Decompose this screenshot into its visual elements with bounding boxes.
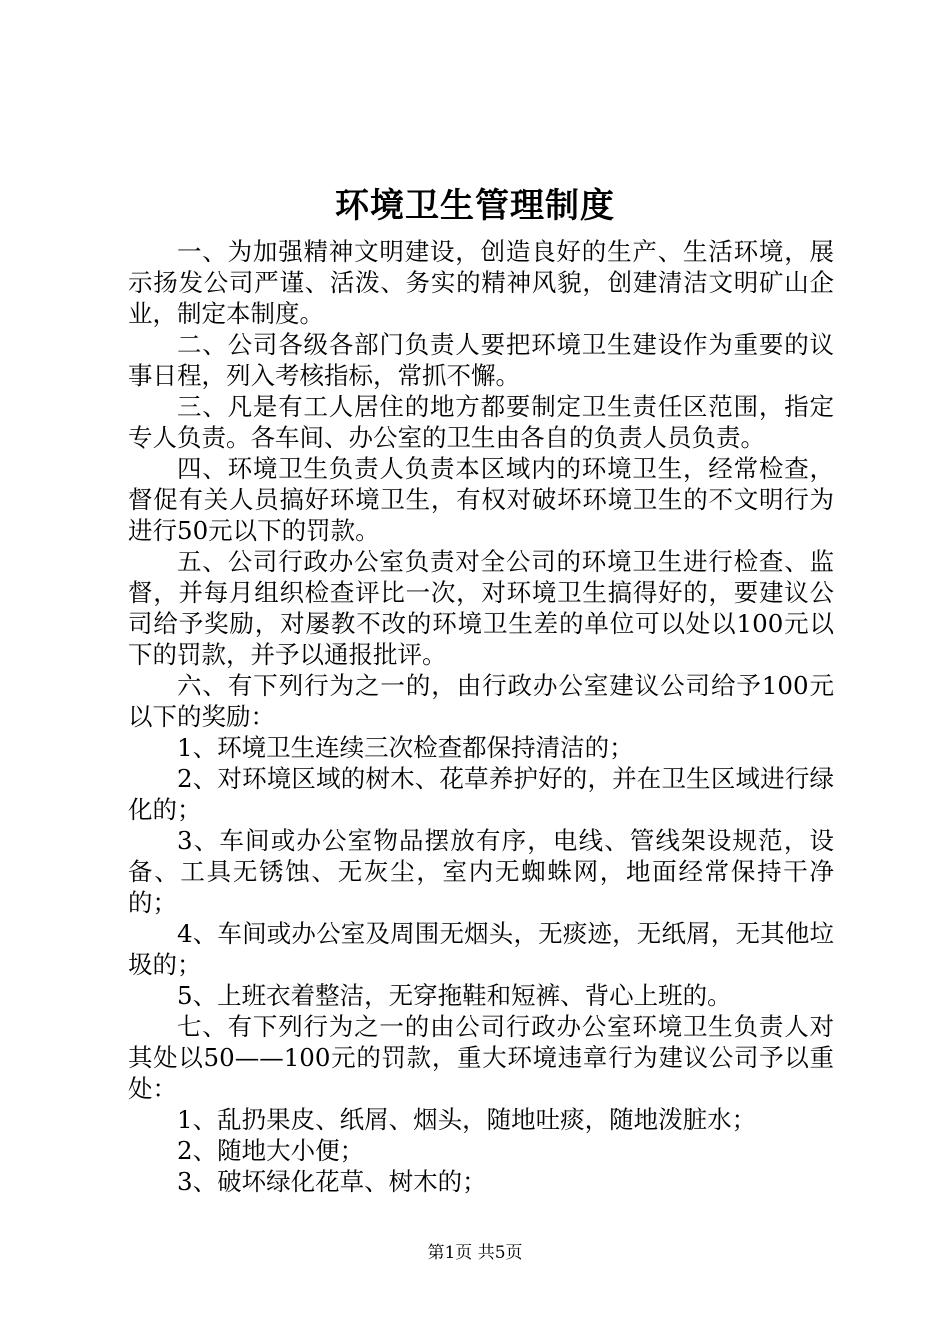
penalty-item-2: 2、随地大小便；: [177, 1136, 365, 1165]
page-title: 环境卫生管理制度: [335, 186, 615, 226]
paragraph-3: 三、凡是有工人居住的地方都要制定卫生责任区范围，指定专人负责。各车间、办公室的卫生由各自的负责人员负责。: [128, 392, 834, 452]
reward-item-4: 4、车间或办公室及周围无烟头，无痰迹，无纸屑，无其他垃圾的；: [128, 919, 834, 979]
paragraph-7: 七、有下列行为之一的由公司行政办公室环境卫生负责人对其处以50——100元的罚款，重大环境违章行为建议公司予以重处：: [128, 1012, 834, 1103]
reward-item-2: 2、对环境区域的树木、花草养护好的，并在卫生区域进行绿化的；: [128, 764, 834, 824]
document-body: [128, 236, 834, 1197]
paragraph-6: 六、有下列行为之一的，由行政办公室建议公司给予100元以下的奖励：: [128, 671, 834, 731]
paragraph-2: 二、公司各级各部门负责人要把环境卫生建设作为重要的议事日程，列入考核指标，常抓不懈。: [128, 330, 834, 390]
penalty-item-1: 1、乱扔果皮、纸屑、烟头，随地吐痰，随地泼脏水；: [177, 1105, 757, 1134]
paragraph-1: 一、为加强精神文明建设，创造良好的生产、生活环境，展示扬发公司严谨、活泼、务实的精神风貌，创建清洁文明矿山企业，制定本制度。: [128, 237, 834, 328]
page-number-footer: 第1页 共5页: [427, 1243, 523, 1263]
reward-item-5: 5、上班衣着整洁，无穿拖鞋和短裤、背心上班的。: [177, 981, 732, 1010]
paragraph-5: 五、公司行政办公室负责对全公司的环境卫生进行检查、监督，并每月组织检查评比一次，对环境卫生搞得好的，要建议公司给予奖励，对屡教不改的环境卫生差的单位可以处以100元以下的罚款，并予以通报批评。: [128, 547, 834, 669]
reward-item-1: 1、环境卫生连续三次检查都保持清洁的；: [177, 733, 634, 762]
penalty-item-3: 3、破坏绿化花草、树木的；: [177, 1167, 487, 1196]
paragraph-4: 四、环境卫生负责人负责本区域内的环境卫生，经常检查，督促有关人员搞好环境卫生，有权对破坏环境卫生的不文明行为进行50元以下的罚款。: [128, 454, 834, 545]
reward-item-3: 3、车间或办公室物品摆放有序，电线、管线架设规范，设备、工具无锈蚀、无灰尘，室内无蜘蛛网，地面经常保持干净的；: [128, 826, 834, 917]
